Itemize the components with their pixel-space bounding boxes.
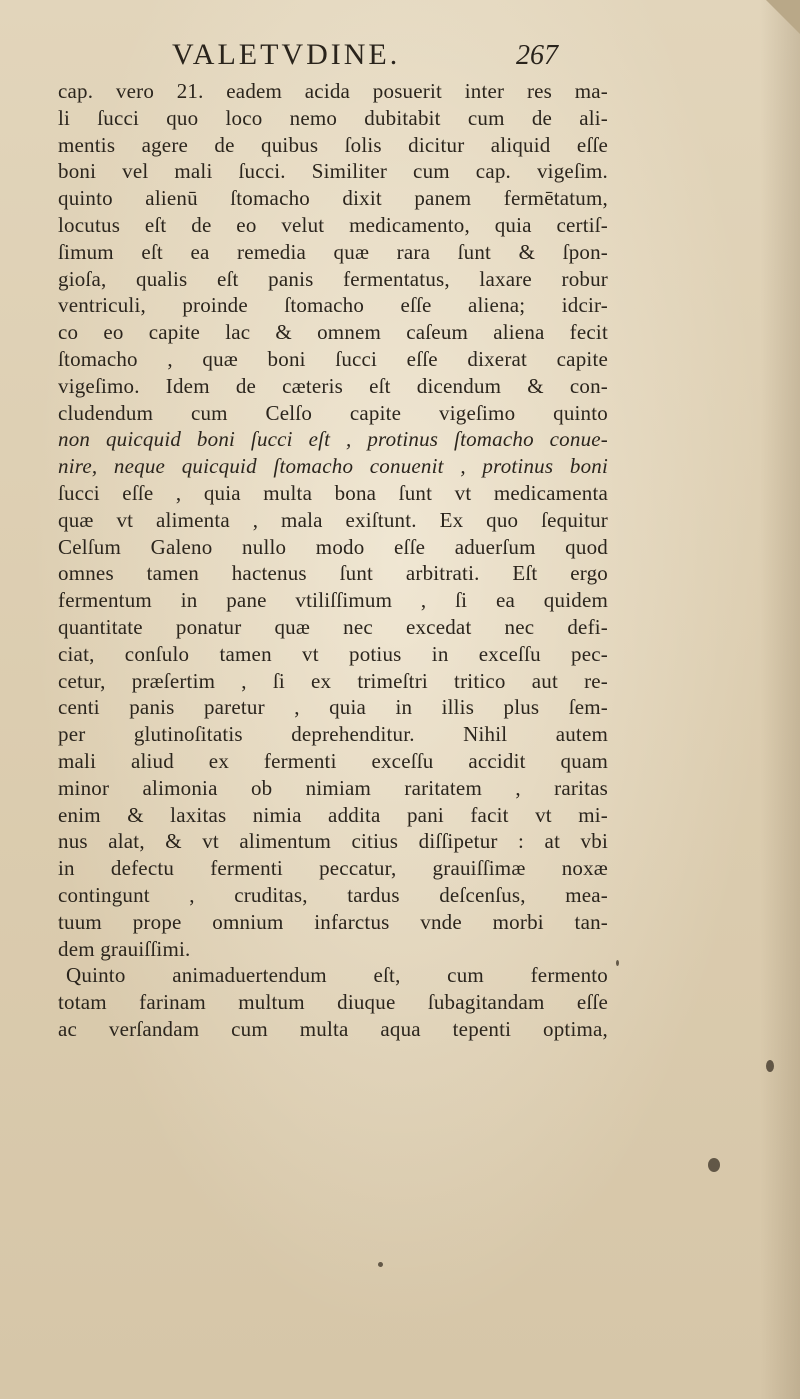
- quotation-line: non quicquid boni ſucci eſt , protinus ſtomacho conue-: [58, 427, 608, 452]
- text-line: quæ vt alimenta , mala exiſtunt. Ex quo ſequitur: [58, 507, 608, 532]
- text-line: li ſucci quo loco nemo dubitabit cum de ali-: [58, 105, 608, 130]
- text-line: quinto alienū ſtomacho dixit panem fermētatum,: [58, 186, 608, 211]
- page-edge-shadow: [760, 0, 800, 1399]
- paragraph-end-line: dem grauiſſimi.: [58, 936, 191, 961]
- text-line: cap. vero 21. eadem acida posuerit inter res ma-: [58, 79, 608, 103]
- text-line: enim & laxitas nimia addita pani facit vt mi-: [58, 802, 608, 827]
- text-line: cetur, præſertim , ſi ex trimeſtri tritico aut re-: [58, 668, 608, 693]
- paragraph-start-line: Quinto animaduertendum eſt, cum fermento: [66, 963, 608, 988]
- text-line: quantitate ponatur quæ nec excedat nec defi-: [58, 614, 608, 639]
- ink-speck: [378, 1262, 383, 1267]
- ink-speck: [616, 960, 619, 966]
- text-line: co eo capite lac & omnem caſeum aliena fecit: [58, 320, 608, 345]
- text-line: fermentum in pane vtiliſſimum , ſi ea quidem: [58, 588, 608, 613]
- ink-speck: [766, 1060, 774, 1072]
- quotation-line: nire, neque quicquid ſtomacho conuenit , protinus boni: [58, 454, 608, 479]
- text-line: Celſum Galeno nullo modo eſſe aduerſum quod: [58, 534, 608, 559]
- text-line: per glutinoſitatis deprehenditur. Nihil autem: [58, 722, 608, 747]
- text-line: ac verſandam cum multa aqua tepenti optima,: [58, 1016, 608, 1041]
- text-line: omnes tamen hactenus ſunt arbitrati. Eſt ergo: [58, 561, 608, 586]
- page-number: 267: [516, 40, 558, 71]
- running-head: VALETVDINE.: [172, 38, 401, 71]
- text-line: boni vel mali ſucci. Similiter cum cap. vigeſim.: [58, 159, 608, 184]
- text-line: vigeſimo. Idem de cæteris eſt dicendum & con-: [58, 373, 608, 398]
- text-line: minor alimonia ob nimiam raritatem , raritas: [58, 775, 608, 800]
- text-line: contingunt , cruditas, tardus deſcenſus, mea-: [58, 882, 608, 907]
- text-line: ſtomacho , quæ boni ſucci eſſe dixerat capite: [58, 346, 608, 371]
- text-line: ſucci eſſe , quia multa bona ſunt vt medicamenta: [58, 480, 608, 505]
- text-line: totam farinam multum diuque ſubagitandam eſſe: [58, 990, 608, 1015]
- page-corner: [766, 0, 800, 34]
- text-line: ventriculi, proinde ſtomacho eſſe aliena; idcir-: [58, 293, 608, 318]
- text-line: nus alat, & vt alimentum citius diſſipetur : at vbi: [58, 829, 608, 854]
- text-line: gioſa, qualis eſt panis fermentatus, laxare robur: [58, 266, 608, 291]
- text-line: centi panis paretur , quia in illis plus ſem-: [58, 695, 608, 720]
- text-line: in defectu fermenti peccatur, grauiſſimæ noxæ: [58, 856, 608, 881]
- text-line: cludendum cum Celſo capite vigeſimo quinto: [58, 400, 608, 425]
- text-line: mali aliud ex fermenti exceſſu accidit quam: [58, 748, 608, 773]
- ink-speck: [708, 1158, 720, 1172]
- text-line: tuum prope omnium infarctus vnde morbi tan-: [58, 909, 608, 934]
- text-line: ciat, conſulo tamen vt potius in exceſſu pec-: [58, 641, 608, 666]
- text-line: locutus eſt de eo velut medicamento, quia certiſ-: [58, 212, 608, 237]
- body-text: [58, 78, 608, 1043]
- text-line: ſimum eſt ea remedia quæ rara ſunt & ſpon-: [58, 239, 608, 264]
- text-line: mentis agere de quibus ſolis dicitur aliquid eſſe: [58, 132, 608, 157]
